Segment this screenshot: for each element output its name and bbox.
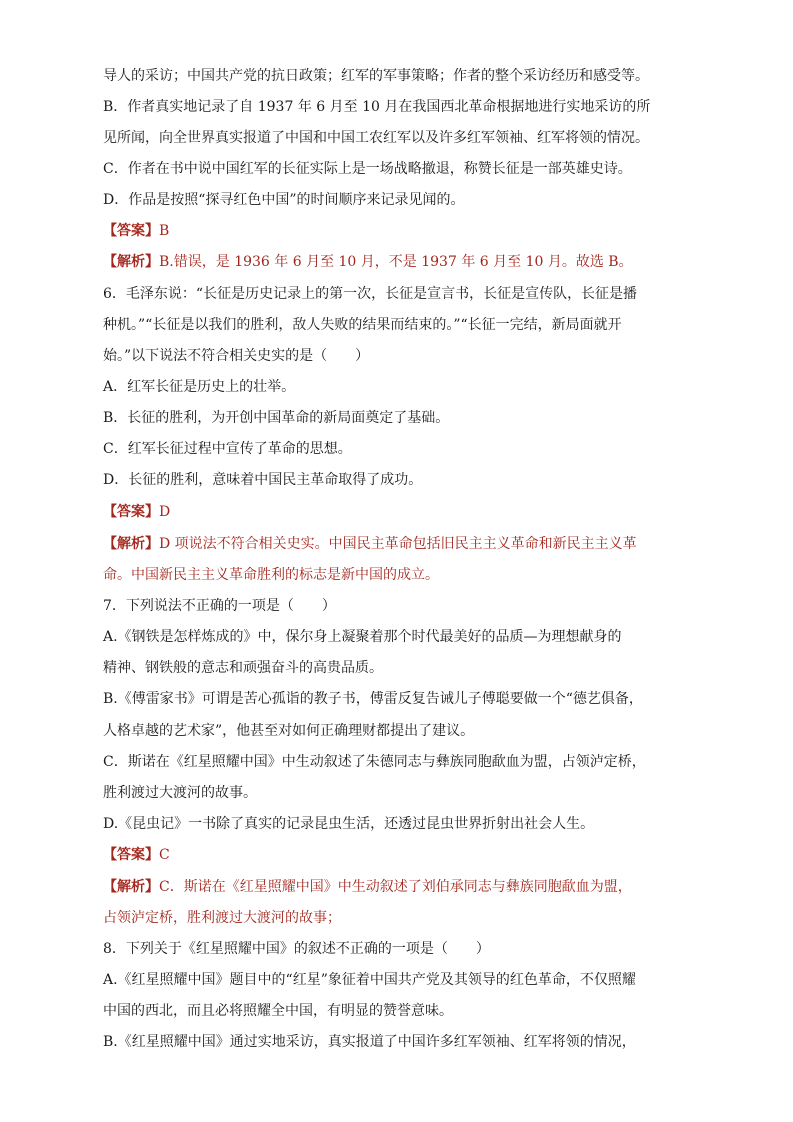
line-text: D．长征的胜利，意味着中国民主革命取得了成功。 <box>103 472 423 488</box>
option-line <box>103 753 663 771</box>
line-text: B.《傅雷家书》可谓是苦心孤诣的教子书，傅雷反复告诫儿子傅聪要做一个“德艺俱备， <box>103 691 643 707</box>
line-text: C．斯诺在《红星照耀中国》中生动叙述了朱德同志与彝族同胞歃血为盟，占领泸定桥， <box>103 754 646 770</box>
analysis-tag: 【解析】 <box>103 254 159 270</box>
line-text: B.《红星照耀中国》通过实地采访，真实报道了中国许多红军领袖、红军将领的情况， <box>103 1034 636 1050</box>
line-text: A.《钢铁是怎样炼成的》中，保尔身上凝聚着那个时代最美好的品质—为理想献身的 <box>103 629 622 645</box>
question-line <box>103 940 663 958</box>
answer-tag: 【答案】 <box>103 504 159 520</box>
line-text: 7．下列说法不正确的一项是（ ） <box>103 598 336 614</box>
analysis-text: B.错误，是 1936 年 6 月至 10 月，不是 1937 年 6 月至 10 月。故选 B。 <box>159 254 633 270</box>
analysis-tag: 【解析】 <box>103 879 159 895</box>
text-line <box>103 784 663 802</box>
analysis-line <box>103 253 663 271</box>
answer-text: C <box>159 847 170 863</box>
text-line <box>103 129 663 147</box>
line-text: B．作者真实地记录了自 1937 年 6 月至 10 月在我国西北革命根据地进行实地采访的所 <box>103 99 651 115</box>
line-text: 人格卓越的艺术家”，他甚至对如何正确理财都提出了建议。 <box>103 723 475 739</box>
text-line <box>103 347 663 365</box>
line-text: 精神、钢铁般的意志和顽强奋斗的高贵品质。 <box>103 660 383 676</box>
option-line <box>103 409 663 427</box>
analysis-line <box>103 566 663 584</box>
line-text: 导人的采访；中国共产党的抗日政策；红军的军事策略；作者的整个采访经历和感受等。 <box>103 68 649 84</box>
answer-tag: 【答案】 <box>103 847 159 863</box>
answer-line <box>103 846 663 864</box>
analysis-text: 占领泸定桥，胜利渡过大渡河的故事； <box>103 910 341 926</box>
answer-text: B <box>159 223 170 239</box>
analysis-line <box>103 535 663 553</box>
text-line <box>103 67 663 85</box>
text-line <box>103 659 663 677</box>
answer-line <box>103 503 663 521</box>
analysis-text: D 项说法不符合相关史实。中国民主革命包括旧民主主义革命和新民主主义革 <box>159 536 637 552</box>
option-line <box>103 440 663 458</box>
answer-tag: 【答案】 <box>103 223 159 239</box>
answer-text: D <box>159 504 171 520</box>
analysis-text: 命。中国新民主主义革命胜利的标志是新中国的成立。 <box>103 567 439 583</box>
text-line <box>103 98 663 116</box>
line-text: A.《红星照耀中国》题目中的“红星”象征着中国共产党及其领导的红色革命，不仅照耀 <box>103 972 636 988</box>
line-text: D．作品是按照“探寻红色中国”的时间顺序来记录见闻的。 <box>103 192 465 208</box>
answer-line <box>103 222 663 240</box>
line-text: 6．毛泽东说：“长征是历史记录上的第一次，长征是宣言书，长征是宣传队，长征是播 <box>103 286 638 302</box>
question-line <box>103 597 663 615</box>
line-text: 见所闻，向全世界真实报道了中国和中国工农红军以及许多红军领袖、红军将领的情况。 <box>103 130 649 146</box>
line-text: A．红军长征是历史上的壮举。 <box>103 379 296 395</box>
text-line <box>103 316 663 334</box>
line-text: C．红军长征过程中宣传了革命的思想。 <box>103 441 352 457</box>
option-line <box>103 690 663 708</box>
line-text: 始。”以下说法不符合相关史实的是（ ） <box>103 348 370 364</box>
option-line <box>103 471 663 489</box>
text-line <box>103 1002 663 1020</box>
line-text: 中国的西北，而且必将照耀全中国，有明显的赞誉意味。 <box>103 1003 453 1019</box>
line-text: 胜利渡过大渡河的故事。 <box>103 785 257 801</box>
option-line <box>103 628 663 646</box>
line-text: C．作者在书中说中国红军的长征实际上是一场战略撤退，称赞长征是一部英雄史诗。 <box>103 161 632 177</box>
line-text: D.《昆虫记》一书除了真实的记录昆虫生活，还透过昆虫世界折射出社会人生。 <box>103 816 595 832</box>
line-text: 种机。”“长征是以我们的胜利，敌人失败的结果而结束的。”“长征一完结，新局面就开 <box>103 317 622 333</box>
option-line <box>103 378 663 396</box>
analysis-line <box>103 878 663 896</box>
line-text: 8．下列关于《红星照耀中国》的叙述不正确的一项是（ ） <box>103 941 490 957</box>
question-line <box>103 285 663 303</box>
analysis-tag: 【解析】 <box>103 536 159 552</box>
text-line <box>103 160 663 178</box>
analysis-line <box>103 909 663 927</box>
option-line <box>103 971 663 989</box>
line-text: B．长征的胜利，为开创中国革命的新局面奠定了基础。 <box>103 410 450 426</box>
analysis-text: C．斯诺在《红星照耀中国》中生动叙述了刘伯承同志与彝族同胞歃血为盟， <box>159 879 632 895</box>
text-line <box>103 191 663 209</box>
text-line <box>103 722 663 740</box>
option-line <box>103 815 663 833</box>
option-line <box>103 1033 663 1051</box>
